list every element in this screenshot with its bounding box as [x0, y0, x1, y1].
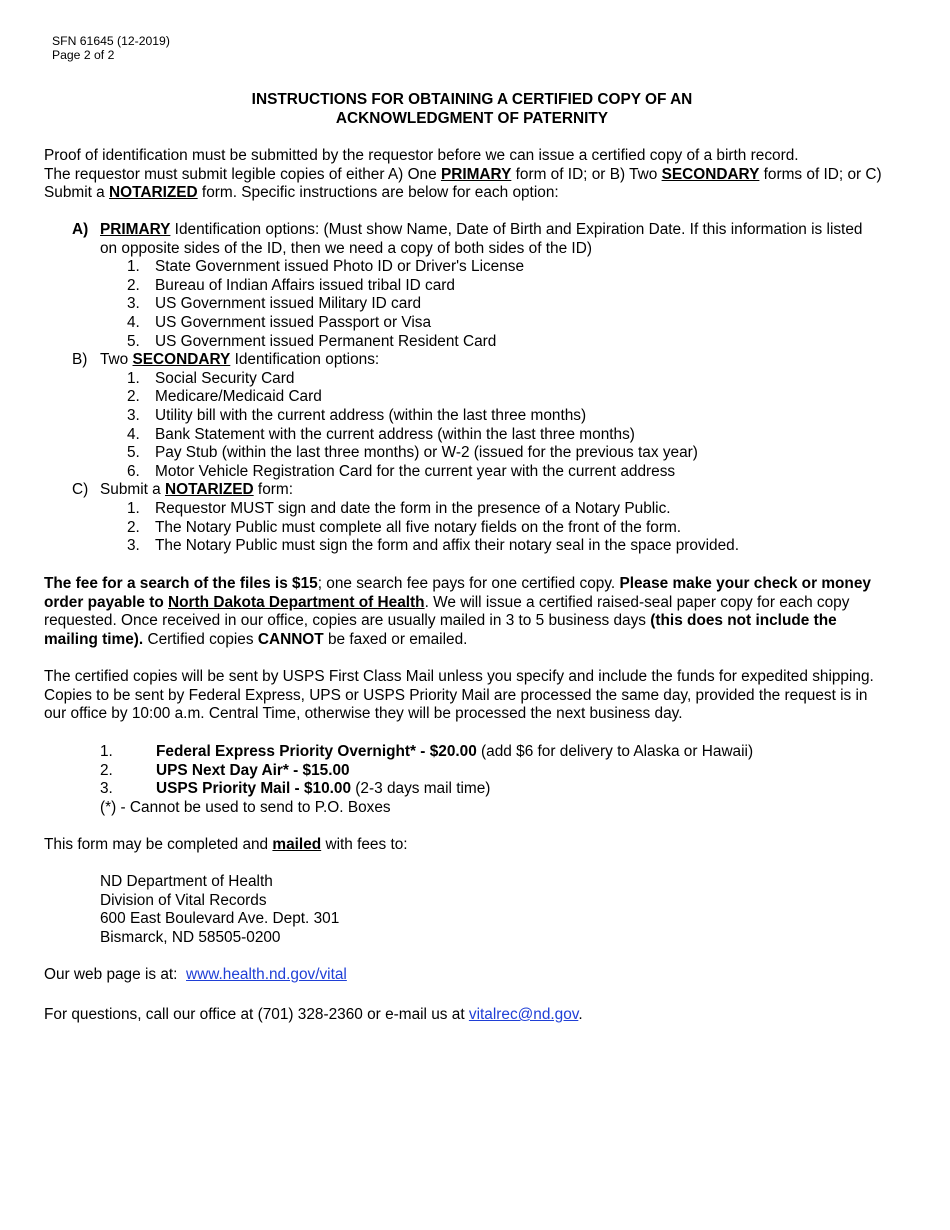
mailing-address — [100, 873, 914, 947]
list-item — [127, 333, 914, 352]
list-item — [127, 277, 914, 296]
intro-text: The requestor must submit legible copies of either A) One — [44, 165, 441, 183]
option-c-keyword: NOTARIZED — [165, 481, 254, 499]
option-b-label: B) — [72, 351, 88, 369]
list-item-number: 1. — [127, 258, 140, 276]
shipping-option-price: Federal Express Priority Overnight* - $20.00 — [156, 743, 477, 760]
list-item-text: State Government issued Photo ID or Driver's License — [155, 258, 525, 276]
list-item — [127, 519, 914, 538]
list-item — [127, 314, 914, 333]
list-item — [127, 258, 914, 277]
option-a-label: A) — [72, 221, 89, 238]
shipping-option-number: 3. — [100, 780, 113, 798]
fee-paragraph — [44, 575, 894, 649]
list-item-text: Requestor MUST sign and date the form in the presence of a Notary Public. — [155, 499, 671, 517]
list-item-text: US Government issued Passport or Visa — [155, 313, 432, 331]
address-line: Division of Vital Records — [100, 891, 267, 909]
payable-note: Please make your check or money order payable to — [44, 575, 871, 611]
cannot-keyword: CANNOT — [257, 630, 324, 648]
shipping-option-number: 1. — [100, 743, 113, 760]
form-header — [52, 35, 170, 62]
list-item-text: Motor Vehicle Registration Card for the current year with the current address — [155, 462, 676, 480]
list-item — [127, 426, 914, 445]
contact-end: . — [578, 1006, 583, 1023]
list-item — [127, 463, 914, 482]
shipping-option-number: 2. — [100, 761, 113, 779]
secondary-keyword: SECONDARY — [661, 165, 760, 183]
website-link[interactable]: www.health.nd.gov/vital — [186, 966, 347, 983]
list-item-number: 4. — [127, 313, 140, 331]
option-c-description: form: — [253, 481, 293, 499]
list-item-number: 6. — [127, 462, 140, 480]
intro-section — [44, 147, 924, 203]
mail-post: with fees to: — [321, 836, 408, 853]
list-item-text: Utility bill with the current address (within the last three months) — [155, 406, 587, 424]
shipping-text: The certified copies will be sent by USPS First Class Mail unless you specify and include the funds for expedited shipping. Copies to be sent by Federal Express, UPS or USPS Priority Mail are processed the same day, provided the request is in our office by 10:00 a.m. Central Time, otherwise they will be processed the next business day. — [44, 668, 874, 723]
option-c-label: C) — [72, 481, 89, 499]
option-a-keyword: PRIMARY — [100, 221, 171, 238]
option-a-list — [44, 258, 914, 351]
payee-name: North Dakota Department of Health — [168, 593, 425, 611]
list-item-number: 4. — [127, 425, 140, 443]
shipping-option-text — [156, 780, 490, 799]
list-item-text: Bureau of Indian Affairs issued tribal ID card — [155, 276, 455, 294]
option-c-text — [100, 481, 293, 500]
list-item-text: Pay Stub (within the last three months) or W-2 (issued for the previous tax year) — [155, 444, 698, 462]
shipping-note: (*) - Cannot be used to send to P.O. Boxes — [100, 798, 391, 816]
intro-text: form. Specific instructions are below for each option: — [197, 184, 559, 202]
list-item-text: The Notary Public must sign the form and affix their notary seal in the space provided. — [155, 537, 740, 555]
list-item — [127, 500, 914, 519]
option-a-text — [100, 221, 880, 258]
title-line-2: ACKNOWLEDGMENT OF PATERNITY — [335, 109, 609, 127]
shipping-option-text — [156, 743, 753, 762]
option-b-text — [100, 351, 379, 370]
shipping-option-detail: (2-3 days mail time) — [351, 780, 491, 798]
fee-text-4: be faxed or emailed. — [323, 630, 468, 648]
page-number: Page 2 of 2 — [52, 47, 115, 62]
option-a-heading — [72, 221, 914, 258]
mail-instruction — [44, 836, 914, 855]
intro-paragraph-2 — [44, 166, 924, 203]
shipping-option-detail: (add $6 for delivery to Alaska or Hawaii) — [476, 743, 754, 760]
mailing-time-note: (this does not include the mailing time). — [44, 612, 837, 648]
list-item-number: 3. — [127, 295, 140, 313]
option-b-pre: Two — [100, 351, 133, 369]
mail-pre: This form may be completed and — [44, 836, 273, 853]
list-item-text: Medicare/Medicaid Card — [155, 388, 322, 406]
id-options-section — [44, 221, 914, 556]
intro-text: form of ID; or B) Two — [511, 165, 662, 183]
contact-text: For questions, call our office at (701) 328-2360 or e-mail us at — [44, 1006, 469, 1023]
address-line: 600 East Boulevard Ave. Dept. 301 — [100, 910, 340, 928]
option-b-heading — [72, 351, 914, 370]
page-title — [0, 91, 944, 128]
email-link[interactable]: vitalrec@nd.gov — [468, 1006, 579, 1023]
shipping-option-price: USPS Priority Mail - $10.00 — [156, 780, 352, 798]
fee-text-3: Certified copies — [143, 630, 258, 648]
option-b-description: Identification options: — [230, 351, 380, 369]
fee-amount: The fee for a search of the files is $15 — [44, 575, 318, 592]
list-item-text: US Government issued Military ID card — [155, 295, 421, 313]
address-line: ND Department of Health — [100, 873, 273, 891]
list-item-number: 5. — [127, 332, 140, 350]
option-c-list — [44, 500, 914, 556]
list-item-text: US Government issued Permanent Resident Card — [155, 332, 497, 350]
list-item — [127, 444, 914, 463]
list-item — [127, 370, 914, 389]
fee-text-2: . We will issue a certified raised-seal paper copy for each copy requested. Once received in our office, copies are usually mailed in 3 to 5 business days — [44, 593, 850, 630]
option-b-keyword: SECONDARY — [132, 351, 231, 369]
web-label: Our web page is at: — [44, 966, 187, 983]
option-c-heading — [72, 481, 914, 500]
option-a-description: Identification options: (Must show Name, Date of Birth and Expiration Date. If this information is listed on opposite sides of the ID, then we need a copy of both sides of the ID) — [100, 221, 863, 257]
mail-section — [44, 836, 914, 948]
fee-text-1: ; one search fee pays for one certified copy. — [317, 575, 620, 592]
list-item-number: 1. — [127, 369, 140, 387]
notarized-keyword: NOTARIZED — [109, 184, 198, 202]
list-item-text: Social Security Card — [155, 369, 295, 387]
form-number: SFN 61645 (12-2019) — [52, 34, 170, 48]
shipping-option — [100, 780, 914, 799]
shipping-option — [100, 743, 914, 762]
shipping-option-price: UPS Next Day Air* - $15.00 — [156, 761, 350, 779]
list-item-number: 5. — [127, 444, 140, 462]
list-item-text: Bank Statement with the current address (within the last three months) — [155, 425, 635, 443]
list-item-number: 3. — [127, 537, 140, 555]
list-item-text: The Notary Public must complete all five notary fields on the front of the form. — [155, 518, 682, 536]
list-item — [127, 388, 914, 407]
option-b-list — [44, 370, 914, 482]
contact-line — [44, 1006, 914, 1025]
list-item — [127, 537, 914, 556]
shipping-options — [44, 743, 914, 817]
list-item — [127, 295, 914, 314]
list-item — [127, 407, 914, 426]
shipping-option-list — [44, 743, 914, 799]
list-item-number: 3. — [127, 406, 140, 424]
shipping-option — [100, 762, 914, 781]
list-item-number: 2. — [127, 276, 140, 294]
mailed-keyword: mailed — [272, 836, 322, 853]
list-item-number: 2. — [127, 388, 140, 406]
title-line-1: INSTRUCTIONS FOR OBTAINING A CERTIFIED COPY OF AN — [251, 91, 693, 108]
shipping-paragraph — [44, 668, 894, 724]
web-line — [44, 966, 914, 985]
intro-line-1: Proof of identification must be submitted by the requestor before we can issue a certified copy of a birth record. — [44, 147, 799, 164]
option-c-pre: Submit a — [100, 481, 166, 499]
fee-text — [44, 575, 894, 649]
address-line: Bismarck, ND 58505-0200 — [100, 928, 281, 946]
list-item-number: 2. — [127, 518, 140, 536]
primary-keyword: PRIMARY — [440, 165, 512, 183]
intro-text: forms of ID; or C) Submit a — [44, 165, 882, 202]
list-item-number: 1. — [127, 499, 140, 517]
shipping-option-text — [156, 762, 350, 781]
